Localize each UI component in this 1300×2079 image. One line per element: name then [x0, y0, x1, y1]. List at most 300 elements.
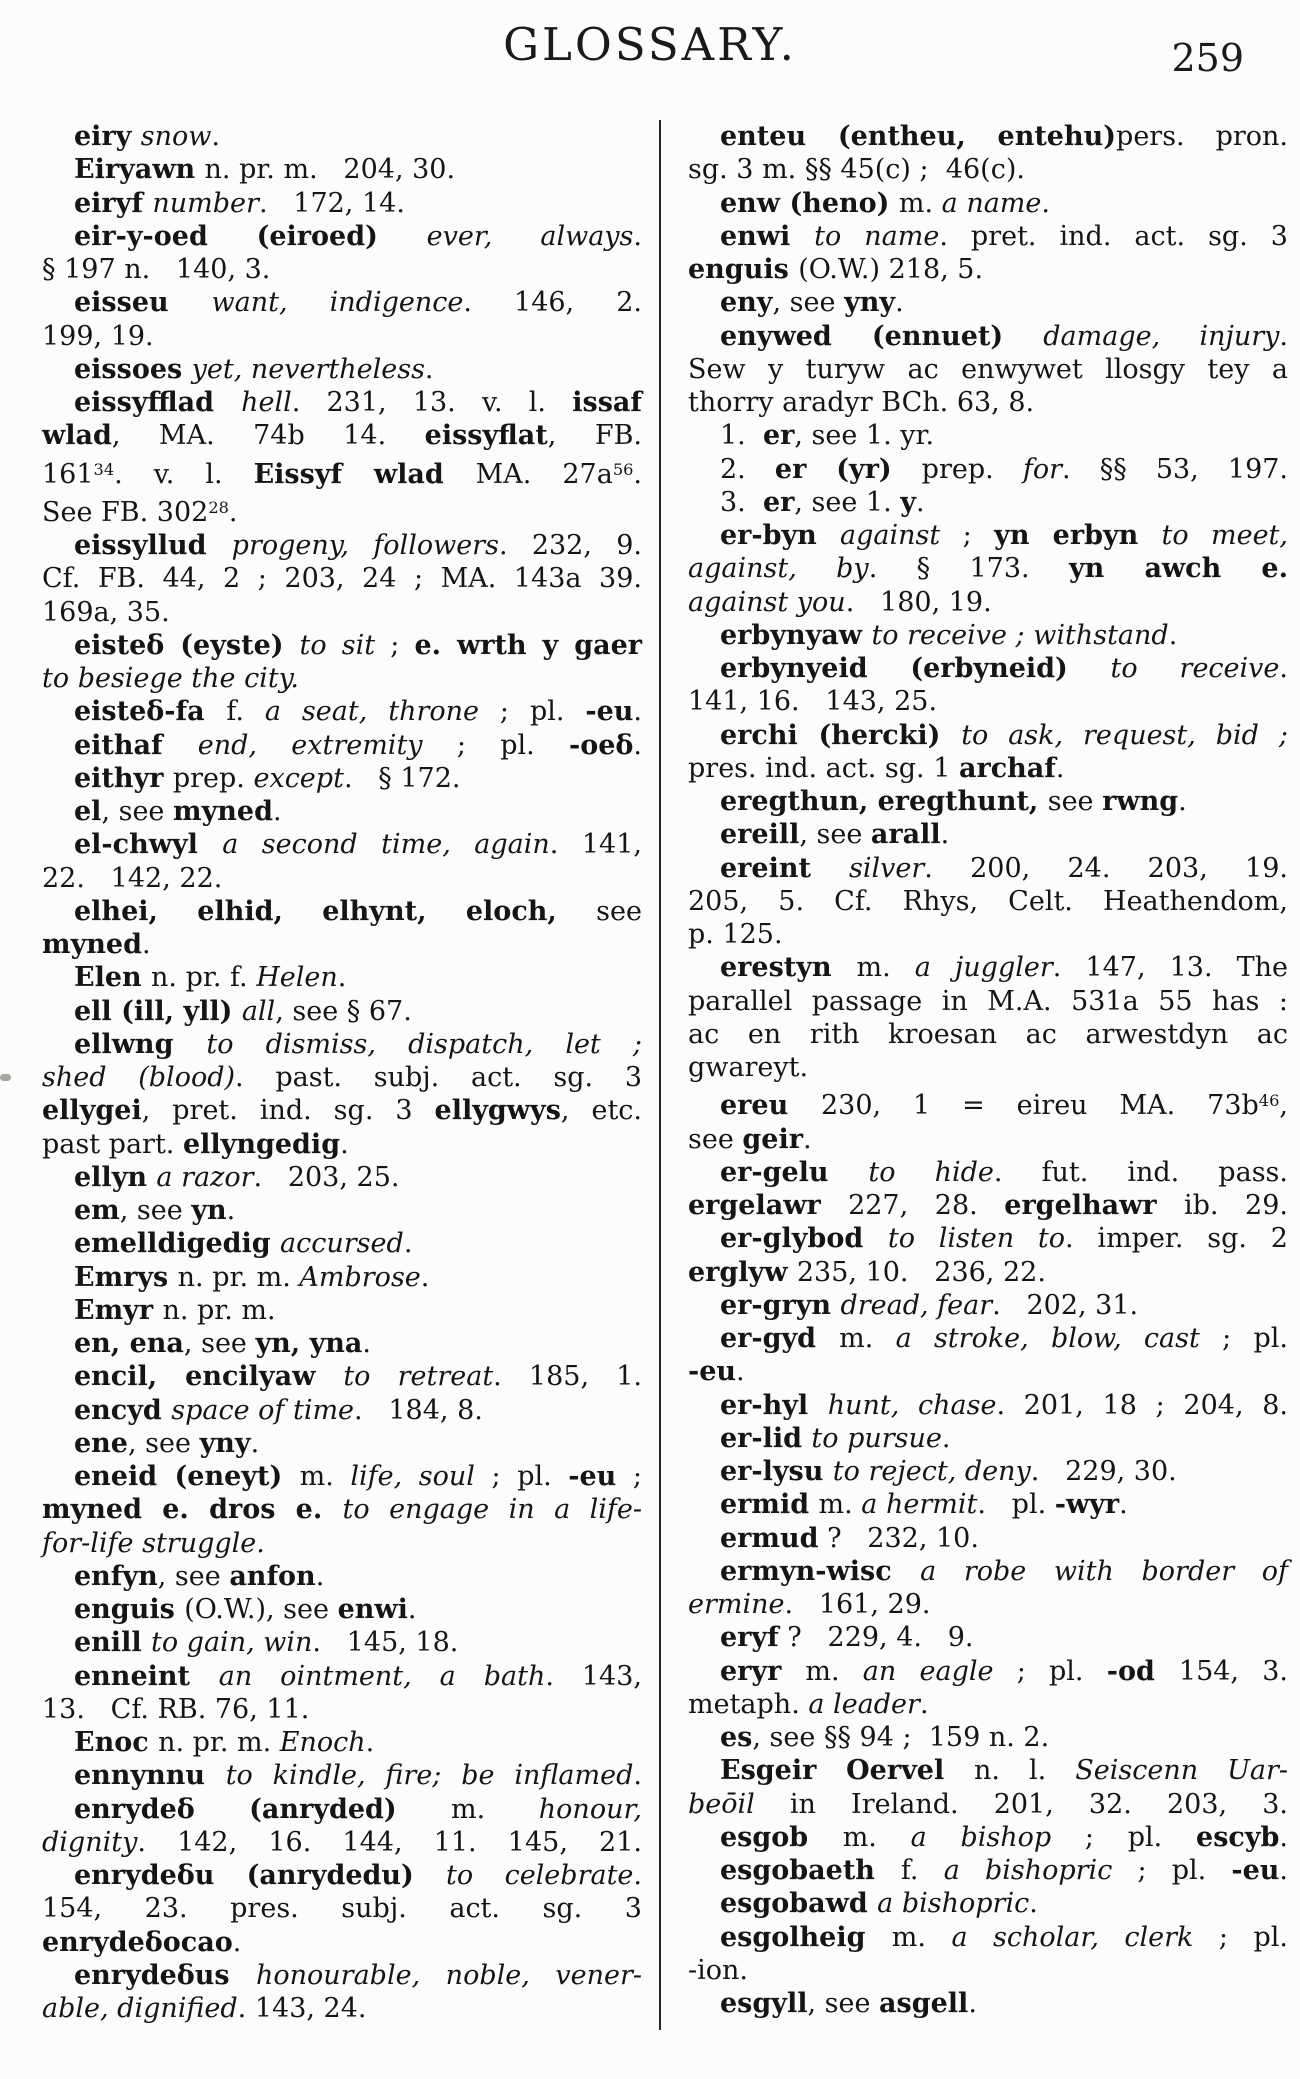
glossary-text-segment: . 203, 25.	[253, 1161, 400, 1193]
glossary-text-segment: eissyfflad	[74, 387, 242, 418]
glossary-text-segment: .	[226, 1195, 236, 1227]
glossary-text-segment: Esgeir Oervel	[720, 1755, 975, 1787]
glossary-text-segment: er-gyd	[720, 1323, 840, 1355]
glossary-text-segment: 169a, 35.	[42, 596, 170, 628]
glossary-text-segment: see	[1047, 786, 1103, 817]
glossary-text-segment: Emyr	[74, 1294, 163, 1326]
glossary-text-segment: shed (blood)	[42, 1062, 236, 1094]
glossary-text-segment: .	[340, 1128, 349, 1160]
glossary-text-segment: life, soul	[350, 1461, 475, 1493]
glossary-line	[688, 1522, 1288, 1555]
glossary-line	[688, 353, 1288, 386]
glossary-line	[42, 1926, 642, 1959]
glossary-text-segment: a juggler	[914, 952, 1053, 984]
glossary-text-segment: , see §§ 94 ; 159 n. 2.	[752, 1722, 1050, 1754]
glossary-line	[688, 719, 1288, 752]
glossary-line	[688, 286, 1288, 319]
glossary-text-segment: .	[1168, 619, 1178, 651]
glossary-text-segment: 34	[93, 459, 115, 479]
glossary-text-segment: ergelawr	[688, 1190, 849, 1222]
glossary-line	[688, 453, 1288, 486]
glossary-text-segment: to engage in a life-	[342, 1494, 643, 1526]
glossary-text-segment: eregthun, eregthunt,	[720, 786, 1048, 817]
glossary-line	[42, 419, 642, 452]
glossary-text-segment: yet, nevertheless	[191, 353, 425, 385]
glossary-text-segment: emelldigedig	[74, 1228, 281, 1260]
glossary-line	[42, 153, 642, 186]
glossary-text-segment: eryr	[720, 1655, 806, 1687]
glossary-line	[42, 729, 642, 762]
glossary-text-segment: erglyw	[688, 1256, 797, 1288]
glossary-text-segment: er	[762, 420, 795, 452]
glossary-text-segment: 3.	[720, 486, 763, 518]
glossary-text-segment: .	[736, 1356, 745, 1388]
glossary-text-segment: silver	[849, 852, 925, 884]
glossary-text-segment: . 180, 19.	[845, 586, 992, 618]
glossary-line	[42, 187, 642, 220]
glossary-text-segment: .	[407, 1594, 417, 1626]
glossary-line	[42, 453, 642, 491]
glossary-text-segment: er-lid	[720, 1422, 812, 1454]
glossary-line	[688, 253, 1288, 286]
glossary-text-segment: er (yr)	[774, 453, 922, 485]
glossary-text-segment: . pret. ind. act. sg. 3	[939, 220, 1288, 252]
column-divider-rule	[659, 120, 661, 2030]
glossary-text-segment: .	[232, 1926, 242, 1958]
glossary-text-segment: .	[315, 1560, 325, 1592]
glossary-text-segment: .	[633, 696, 642, 728]
glossary-text-segment: 161	[42, 458, 94, 490]
glossary-text-segment: m.	[856, 952, 915, 984]
glossary-line	[42, 120, 642, 153]
glossary-text-segment: arall	[870, 819, 941, 851]
glossary-text-segment: . §§ 53, 197.	[1061, 453, 1289, 485]
glossary-text-segment: n. pr. m. 204, 30.	[204, 154, 456, 186]
glossary-line	[42, 629, 642, 662]
glossary-text-segment: eisteδ (eyste)	[74, 629, 300, 661]
glossary-text-segment: except	[253, 762, 344, 794]
glossary-line	[42, 1460, 642, 1493]
page-number: 259	[1171, 36, 1244, 80]
glossary-text-segment: 22. 142, 22.	[42, 862, 223, 894]
glossary-line	[688, 1854, 1288, 1887]
glossary-text-segment: f.	[226, 696, 265, 728]
glossary-text-segment: .	[1041, 187, 1050, 219]
glossary-text-segment: . 143,	[545, 1660, 642, 1692]
glossary-text-segment: Enoc	[74, 1727, 159, 1759]
glossary-text-segment: .	[802, 1123, 812, 1155]
glossary-text-segment: eiryf	[74, 187, 153, 219]
glossary-text-segment: enw (heno)	[720, 187, 899, 219]
glossary-text-segment: .	[1279, 653, 1288, 684]
glossary-text-segment: ;	[375, 629, 415, 661]
glossary-text-segment: asgell	[879, 1988, 969, 2020]
glossary-line	[42, 1028, 642, 1061]
glossary-line	[688, 852, 1288, 885]
glossary-text-segment: eisseu	[74, 287, 212, 319]
glossary-text-segment: MA. 27a	[475, 458, 613, 490]
glossary-text-segment: e. wrth y gaer	[414, 629, 642, 661]
glossary-text-segment: .	[633, 1860, 642, 1892]
glossary-text-segment: ellygwys	[434, 1095, 561, 1127]
glossary-text-segment: archaf	[958, 752, 1056, 784]
glossary-text-segment: wlad	[42, 420, 112, 452]
glossary-line	[688, 1821, 1288, 1854]
glossary-text-segment: .	[424, 353, 434, 385]
glossary-text-segment: .	[1279, 1821, 1288, 1853]
glossary-text-segment: erbynyeid (erbyneid)	[720, 653, 1111, 684]
glossary-line	[42, 928, 642, 961]
glossary-text-segment: myned e. dros e.	[42, 1494, 343, 1526]
glossary-text-segment: damage, injury	[1043, 320, 1280, 352]
glossary-text-segment: . v. l.	[114, 458, 254, 490]
glossary-text-segment: erestyn	[720, 952, 857, 984]
glossary-text-segment: .	[895, 287, 904, 319]
glossary-text-segment: 141, 16. 143, 25.	[688, 686, 938, 718]
glossary-text-segment: ermud	[720, 1522, 819, 1554]
glossary-text-segment: n. pr. m.	[158, 1727, 280, 1759]
glossary-text-segment: m.	[818, 1489, 862, 1521]
glossary-text-segment: eissyflat	[424, 420, 548, 452]
glossary-line	[688, 885, 1288, 918]
glossary-text-segment: ac en rith kroesan ac arwestdyn ac	[688, 1018, 1288, 1050]
glossary-text-segment: . past. subj. act. sg. 3	[235, 1062, 642, 1094]
glossary-text-segment: esgolheig	[720, 1921, 892, 1953]
glossary-line	[42, 1560, 642, 1593]
glossary-text-segment: enguis	[688, 254, 799, 285]
glossary-line	[688, 785, 1288, 818]
glossary-text-segment: . § 172.	[343, 762, 461, 794]
glossary-text-segment: eny	[720, 287, 773, 319]
glossary-text-segment: .	[968, 1988, 977, 2020]
glossary-line	[688, 120, 1288, 153]
glossary-text-segment: See FB. 302	[42, 496, 209, 528]
glossary-line	[42, 1360, 642, 1393]
glossary-text-segment: yn	[191, 1195, 227, 1227]
glossary-line	[42, 1493, 642, 1526]
glossary-text-segment: -wyr	[1054, 1489, 1120, 1521]
glossary-text-segment: m.	[839, 1323, 896, 1355]
glossary-line	[688, 1322, 1288, 1355]
glossary-text-segment: (O.W.) 218, 5.	[798, 254, 984, 285]
glossary-text-segment: Enoch	[279, 1727, 366, 1759]
glossary-text-segment: ereill	[720, 819, 800, 851]
glossary-text-segment: ermine	[688, 1589, 785, 1621]
glossary-text-segment: Helen	[256, 962, 338, 994]
glossary-text-segment: eiry	[74, 121, 141, 152]
glossary-text-segment: .	[211, 121, 220, 152]
glossary-text-segment: enrydeδ (anryded)	[74, 1793, 452, 1825]
glossary-text-segment: against, by	[688, 553, 869, 585]
glossary-text-segment: dignity	[42, 1826, 138, 1858]
glossary-text-segment: p. 125.	[688, 919, 783, 950]
glossary-text-segment: , see § 67.	[275, 995, 412, 1027]
glossary-text-segment: for	[1022, 453, 1062, 485]
glossary-text-segment: a name	[941, 187, 1042, 219]
glossary-text-segment: issaf	[572, 387, 643, 418]
glossary-line	[42, 1294, 642, 1327]
glossary-line	[688, 1256, 1288, 1289]
glossary-line	[688, 1355, 1288, 1388]
glossary-line	[688, 752, 1288, 785]
glossary-text-segment: to celebrate	[446, 1860, 634, 1892]
glossary-text-segment: a razor	[156, 1161, 254, 1193]
glossary-text-segment: .	[940, 819, 950, 851]
glossary-line	[42, 662, 642, 695]
glossary-text-segment: to hide	[868, 1156, 994, 1188]
glossary-text-segment: .	[633, 729, 642, 761]
glossary-text-segment: . 147, 13. The	[1052, 952, 1288, 984]
glossary-line	[688, 1189, 1288, 1222]
glossary-line	[688, 1123, 1288, 1156]
glossary-line	[688, 1018, 1288, 1051]
glossary-text-segment: enguis	[74, 1594, 185, 1626]
glossary-text-segment: a leader	[808, 1688, 920, 1720]
glossary-line	[688, 1588, 1288, 1621]
glossary-line	[688, 685, 1288, 718]
glossary-text-segment: ,	[1279, 1090, 1288, 1122]
glossary-text-segment: prep.	[921, 453, 1023, 485]
glossary-text-segment: eithyr	[74, 762, 173, 794]
glossary-text-segment: want, indigence	[211, 287, 464, 319]
glossary-line	[42, 562, 642, 595]
glossary-text-segment: .	[420, 1261, 430, 1293]
glossary-text-segment: . 184, 8.	[354, 1394, 483, 1426]
glossary-text-segment: enwi	[720, 220, 815, 252]
glossary-text-segment: to gain, win	[150, 1627, 313, 1659]
glossary-text-segment: ; pl.	[422, 729, 569, 761]
glossary-text-segment: elhei, elhid, elhynt, eloch,	[74, 895, 597, 927]
glossary-line	[688, 586, 1288, 619]
glossary-line	[42, 353, 642, 386]
glossary-text-segment: 2.	[720, 453, 775, 485]
glossary-text-segment: .	[1055, 752, 1065, 784]
glossary-text-segment: accursed	[280, 1228, 404, 1260]
glossary-line	[688, 1222, 1288, 1255]
glossary-text-segment: a hermit	[861, 1489, 978, 1521]
glossary-line	[688, 652, 1288, 685]
glossary-line	[42, 596, 642, 629]
glossary-text-segment: ene	[74, 1427, 128, 1459]
glossary-line	[42, 286, 642, 319]
glossary-text-segment: 199, 19.	[42, 320, 154, 352]
glossary-text-segment: past part.	[42, 1128, 183, 1160]
glossary-text-segment: er-glybod	[720, 1223, 888, 1255]
glossary-text-segment: er-gryn	[720, 1289, 841, 1321]
glossary-text-segment: to sit	[299, 629, 376, 661]
glossary-text-segment: ereint	[720, 852, 850, 884]
glossary-text-segment: ;	[940, 520, 995, 551]
glossary-text-segment: to reject, deny	[832, 1456, 1031, 1488]
glossary-line	[42, 1161, 642, 1194]
glossary-text-segment: hunt, chase	[827, 1389, 997, 1421]
glossary-text-segment: escyb	[1196, 1821, 1280, 1853]
glossary-text-segment: 205, 5. Cf. Rhys, Celt. Heathendom,	[688, 885, 1288, 917]
glossary-line	[42, 762, 642, 795]
glossary-text-segment: , see	[157, 1560, 230, 1592]
glossary-text-segment: esgobaeth	[720, 1855, 901, 1887]
glossary-text-segment: a scholar, clerk	[951, 1921, 1194, 1953]
glossary-text-segment: . 141,	[549, 829, 642, 861]
glossary-line	[688, 1555, 1288, 1588]
glossary-text-segment: end, extremity	[197, 729, 423, 761]
glossary-text-segment: enteu (entheu, entehu)	[720, 121, 1117, 152]
glossary-text-segment: . 202, 31.	[992, 1289, 1139, 1321]
glossary-text-segment: .	[365, 1727, 375, 1759]
glossary-text-segment: (O.W.), see	[184, 1594, 338, 1626]
glossary-text-segment: . fut. ind. pass.	[993, 1156, 1288, 1188]
glossary-text-segment: m.	[451, 1793, 539, 1825]
glossary-line	[688, 486, 1288, 519]
glossary-text-segment: rwng	[1102, 786, 1179, 817]
glossary-line	[42, 862, 642, 895]
glossary-text-segment: to listen to	[887, 1223, 1066, 1255]
glossary-text-segment: ellyngedig	[182, 1128, 341, 1160]
glossary-text-segment: m.	[891, 1921, 952, 1953]
glossary-text-segment: , see	[119, 1195, 192, 1227]
glossary-line	[688, 1422, 1288, 1455]
glossary-text-segment: ; pl.	[479, 696, 586, 728]
glossary-line	[688, 1721, 1288, 1754]
glossary-text-segment: 230, 1 = eireu MA. 73b	[820, 1090, 1259, 1122]
glossary-text-segment: number	[152, 187, 259, 219]
glossary-line	[688, 1754, 1288, 1787]
glossary-text-segment: . 161, 29.	[784, 1589, 931, 1621]
glossary-line	[42, 1527, 642, 1560]
glossary-text-segment: .	[337, 962, 347, 994]
glossary-text-segment: enneint	[74, 1660, 219, 1692]
glossary-text-segment: .	[1279, 1855, 1288, 1887]
glossary-line	[42, 795, 642, 828]
glossary-text-segment: 46	[1258, 1091, 1280, 1111]
glossary-line	[688, 153, 1288, 186]
glossary-text-segment: Cf. FB. 44, 2 ; 203, 24 ; MA. 143a 39.	[42, 563, 642, 595]
glossary-line	[42, 1261, 642, 1294]
glossary-text-segment: to dismiss, dispatch, let ;	[206, 1028, 643, 1060]
glossary-text-segment: enill	[74, 1627, 151, 1659]
glossary-text-segment: yn awch e.	[1068, 553, 1288, 585]
glossary-text-segment: a second time, again	[222, 829, 550, 861]
glossary-text-segment: n. pr. m.	[162, 1294, 276, 1326]
glossary-text-segment: to name	[814, 220, 940, 252]
glossary-line	[42, 695, 642, 728]
glossary-text-segment: ; pl.	[1051, 1821, 1197, 1853]
glossary-text-segment: es	[720, 1722, 753, 1754]
glossary-text-segment: progeny, followers	[231, 530, 499, 562]
glossary-text-segment: -eu	[585, 696, 634, 728]
glossary-text-segment: .	[228, 496, 238, 528]
glossary-text-segment: Emrys	[74, 1261, 178, 1293]
glossary-text-segment: ; pl.	[1112, 1855, 1232, 1887]
glossary-line	[688, 552, 1288, 585]
glossary-text-segment: against you	[688, 586, 846, 618]
glossary-text-segment: metaph.	[688, 1688, 809, 1720]
glossary-text-segment: . 201, 18 ; 204, 8.	[996, 1389, 1289, 1421]
glossary-text-segment: ellwng	[74, 1028, 207, 1060]
glossary-text-segment: geir	[742, 1123, 803, 1155]
glossary-text-segment: gwareyt.	[688, 1052, 809, 1083]
glossary-line	[42, 1394, 642, 1427]
glossary-text-segment: see	[688, 1123, 743, 1155]
glossary-line	[42, 828, 642, 861]
glossary-text-segment: ellygei	[42, 1095, 142, 1127]
glossary-line	[42, 895, 642, 928]
glossary-text-segment: a bishop	[910, 1821, 1052, 1853]
glossary-text-segment: to receive ; withstand	[871, 619, 1169, 651]
glossary-text-segment: enywed (ennuet)	[720, 320, 1044, 352]
glossary-text-segment: n. pr. m.	[177, 1261, 300, 1293]
glossary-text-segment: eisteδ-fa	[74, 696, 227, 728]
glossary-text-segment: , see	[807, 1988, 880, 2020]
glossary-text-segment: prep.	[172, 762, 254, 794]
glossary-text-segment: .	[633, 458, 643, 490]
glossary-text-segment: el-chwyl	[74, 829, 223, 861]
glossary-text-segment: 28	[208, 497, 229, 517]
glossary-text-segment: enfyn	[74, 1560, 158, 1592]
glossary-line	[42, 1593, 642, 1626]
glossary-text-segment: an ointment, a bath	[218, 1660, 546, 1692]
glossary-text-segment: ? 232, 10.	[818, 1522, 979, 1554]
glossary-text-segment: .	[1029, 1888, 1038, 1920]
glossary-line	[688, 386, 1288, 419]
glossary-text-segment: honour,	[538, 1793, 642, 1825]
glossary-text-segment: , see 1. yr.	[794, 420, 935, 452]
glossary-text-segment: eir-y-oed (eiroed)	[74, 220, 427, 252]
glossary-text-segment: . § 173.	[868, 553, 1069, 585]
glossary-text-segment: .	[141, 929, 151, 961]
glossary-text-segment: . 231, 13. v. l.	[291, 387, 573, 418]
glossary-text-segment: .	[915, 486, 925, 518]
glossary-text-segment: -eu	[1231, 1855, 1280, 1887]
glossary-text-segment: Elen	[74, 962, 152, 994]
glossary-text-segment: for-life struggle.	[42, 1527, 265, 1559]
glossary-line	[42, 1626, 642, 1659]
glossary-line	[42, 1892, 642, 1925]
glossary-text-segment: encyd	[74, 1394, 172, 1426]
glossary-text-segment: pres. ind. act. sg. 1	[688, 752, 959, 784]
glossary-text-segment: eissyllud	[74, 530, 232, 562]
glossary-text-segment: myned	[173, 796, 273, 828]
glossary-line	[42, 995, 642, 1028]
glossary-line	[42, 961, 642, 994]
glossary-text-segment: to meet,	[1161, 520, 1288, 551]
glossary-text-segment: y	[900, 486, 916, 518]
glossary-text-segment: yn, yna	[255, 1328, 363, 1360]
glossary-text-segment: m.	[299, 1461, 351, 1493]
glossary-line	[42, 1793, 642, 1826]
glossary-text-segment: thorry aradyr BCh. 63, 8.	[688, 387, 1035, 418]
glossary-text-segment: ereu	[720, 1090, 821, 1122]
glossary-line	[42, 320, 642, 353]
glossary-text-segment: a bishopric	[877, 1888, 1030, 1920]
glossary-text-segment: ermyn-wisc	[720, 1555, 921, 1587]
glossary-text-segment: , see	[101, 796, 173, 828]
glossary-text-segment: .	[633, 1760, 642, 1792]
glossary-line	[688, 1921, 1288, 1954]
glossary-line	[688, 1887, 1288, 1920]
glossary-text-segment: -od	[1106, 1655, 1179, 1687]
glossary-line	[42, 1859, 642, 1892]
glossary-text-segment: m.	[842, 1821, 911, 1853]
glossary-text-segment: esgobawd	[720, 1888, 878, 1920]
glossary-text-segment: ; pl.	[1193, 1921, 1288, 1953]
glossary-text-segment: Eissyf wlad	[253, 458, 476, 490]
glossary-text-segment: beōil	[688, 1788, 790, 1820]
glossary-text-segment: .	[941, 1422, 951, 1454]
glossary-text-segment: -oeδ	[568, 729, 634, 761]
glossary-text-segment: honourable, noble, vener-	[255, 1959, 642, 1991]
glossary-text-segment: to pursue	[811, 1422, 942, 1454]
